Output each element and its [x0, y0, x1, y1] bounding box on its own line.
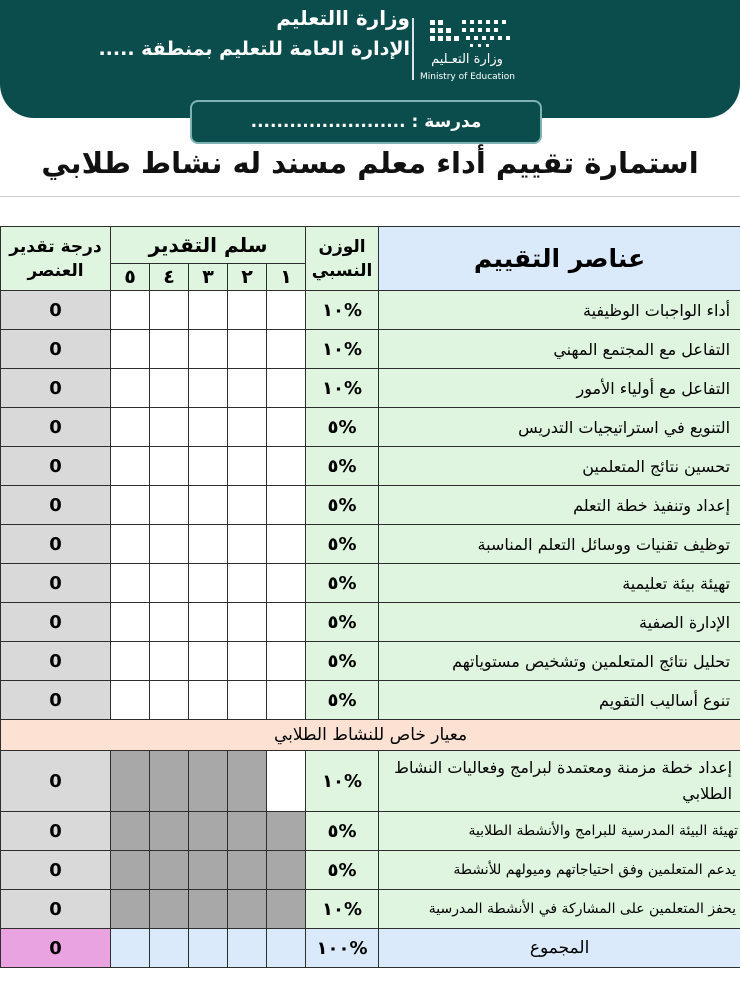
criterion-label: التفاعل مع أولياء الأمور	[379, 369, 740, 408]
grade-cell[interactable]: 0	[1, 525, 111, 564]
scale-cell[interactable]	[111, 525, 150, 564]
criterion-label: تنوع أساليب التقويم	[379, 681, 740, 720]
table-row	[1, 408, 740, 447]
scale-cell[interactable]	[111, 681, 150, 720]
grade-cell[interactable]: 0	[1, 291, 111, 330]
table-row	[1, 812, 740, 851]
scale-cell[interactable]	[267, 525, 306, 564]
weight-cell: %٥	[306, 408, 379, 447]
scale-cell[interactable]	[189, 564, 228, 603]
scale-cell[interactable]	[111, 603, 150, 642]
scale-column-header: سلم التقدير	[111, 227, 306, 264]
scale-cell[interactable]	[189, 603, 228, 642]
header-divider	[412, 18, 414, 80]
weight-cell: %١٠	[306, 890, 379, 929]
scale-cell[interactable]	[228, 486, 267, 525]
scale-cell[interactable]	[189, 929, 228, 968]
scale-cell[interactable]	[150, 812, 189, 851]
scale-cell[interactable]	[267, 330, 306, 369]
table-row	[1, 369, 740, 408]
scale-number-1: ١	[267, 264, 306, 291]
weight-cell: %٥	[306, 447, 379, 486]
scale-cell[interactable]	[111, 408, 150, 447]
scale-cell[interactable]	[267, 929, 306, 968]
scale-cell[interactable]	[111, 369, 150, 408]
scale-number-3: ٣	[189, 264, 228, 291]
total-weight-cell: %١٠٠	[306, 929, 379, 968]
scale-cell[interactable]	[228, 812, 267, 851]
scale-cell[interactable]	[267, 751, 306, 812]
scale-number-5: ٥	[111, 264, 150, 291]
weight-header-line2: النسبي	[311, 260, 373, 281]
scale-cell[interactable]	[189, 330, 228, 369]
scale-cell[interactable]	[228, 890, 267, 929]
criterion-label: تهيئة بيئة تعليمية	[379, 564, 740, 603]
dots-logo-icon	[422, 14, 516, 54]
weight-cell: %١٠	[306, 369, 379, 408]
criterion-label: يدعم المتعلمين وفق احتياجاتهم وميولهم للأنشطة	[379, 851, 740, 890]
grade-cell[interactable]: 0	[1, 890, 111, 929]
scale-cell[interactable]	[111, 642, 150, 681]
scale-cell[interactable]	[111, 447, 150, 486]
logo-english-text: Ministry of Education	[420, 72, 515, 82]
scale-cell[interactable]	[267, 369, 306, 408]
grade-cell[interactable]: 0	[1, 330, 111, 369]
total-grade-cell[interactable]: 0	[1, 929, 111, 968]
scale-cell[interactable]	[150, 851, 189, 890]
weight-cell: %٥	[306, 564, 379, 603]
scale-cell[interactable]	[111, 564, 150, 603]
scale-cell[interactable]	[228, 291, 267, 330]
section-row	[1, 720, 740, 751]
scale-cell[interactable]	[267, 642, 306, 681]
weight-cell: %٥	[306, 681, 379, 720]
weight-cell: %٥	[306, 525, 379, 564]
criterion-label: إعداد وتنفيذ خطة التعلم	[379, 486, 740, 525]
criterion-label: يحفز المتعلمين على المشاركة في الأنشطة المدرسية	[379, 890, 740, 929]
table-row	[1, 564, 740, 603]
scale-cell[interactable]	[228, 851, 267, 890]
scale-number-2: ٢	[228, 264, 267, 291]
table-row	[1, 751, 740, 812]
scale-cell[interactable]	[228, 408, 267, 447]
scale-cell[interactable]	[189, 486, 228, 525]
grade-cell[interactable]: 0	[1, 564, 111, 603]
scale-cell[interactable]	[228, 603, 267, 642]
criterion-label: تهيئة البيئة المدرسية للبرامج والأنشطة الطلابية	[379, 812, 740, 851]
ministry-name: وزارة االتعليم	[276, 6, 410, 30]
table-row	[1, 603, 740, 642]
scale-cell[interactable]	[267, 681, 306, 720]
scale-cell[interactable]	[189, 408, 228, 447]
grade-cell[interactable]: 0	[1, 486, 111, 525]
total-label: المجموع	[379, 929, 740, 968]
scale-cell[interactable]	[228, 929, 267, 968]
criterion-label: التنويع في استراتيجيات التدريس	[379, 408, 740, 447]
page-divider	[0, 196, 740, 197]
grade-cell[interactable]: 0	[1, 408, 111, 447]
scale-cell[interactable]	[111, 812, 150, 851]
scale-cell[interactable]	[150, 291, 189, 330]
scale-cell[interactable]	[228, 369, 267, 408]
scale-cell[interactable]	[189, 851, 228, 890]
grade-cell[interactable]: 0	[1, 751, 111, 812]
scale-cell[interactable]	[189, 890, 228, 929]
table-row	[1, 525, 740, 564]
table-row	[1, 486, 740, 525]
criterion-label: الإدارة الصفية	[379, 603, 740, 642]
table-row	[1, 447, 740, 486]
weight-cell: %٥	[306, 642, 379, 681]
scale-cell[interactable]	[267, 486, 306, 525]
scale-cell[interactable]	[150, 330, 189, 369]
criterion-label: إعداد خطة مزمنة ومعتمدة لبرامج وفعاليات النشاط الطلابي	[379, 751, 740, 812]
table-row	[1, 330, 740, 369]
scale-cell[interactable]	[111, 291, 150, 330]
weight-cell: %٥	[306, 851, 379, 890]
weight-cell: %٥	[306, 486, 379, 525]
scale-cell[interactable]	[228, 642, 267, 681]
scale-cell[interactable]	[150, 564, 189, 603]
scale-cell[interactable]	[189, 751, 228, 812]
grade-cell[interactable]: 0	[1, 681, 111, 720]
weight-header-line1: الوزن	[318, 236, 366, 257]
total-row	[1, 929, 740, 968]
scale-cell[interactable]	[189, 291, 228, 330]
scale-cell[interactable]	[150, 929, 189, 968]
scale-number-4: ٤	[150, 264, 189, 291]
weight-cell: %١٠	[306, 330, 379, 369]
ministry-logo	[420, 14, 520, 86]
scale-cell[interactable]	[267, 812, 306, 851]
scale-cell[interactable]	[150, 447, 189, 486]
grade-header-line1: درجة تقدير	[9, 236, 102, 257]
scale-cell[interactable]	[150, 408, 189, 447]
school-name-field: مدرسة : ........................	[190, 100, 542, 144]
scale-cell[interactable]	[189, 681, 228, 720]
scale-cell[interactable]	[111, 890, 150, 929]
scale-cell[interactable]	[150, 369, 189, 408]
scale-cell[interactable]	[189, 525, 228, 564]
grade-cell[interactable]: 0	[1, 603, 111, 642]
form-title: استمارة تقييم أداء معلم مسند له نشاط طلابي	[41, 146, 699, 180]
weight-cell: %١٠	[306, 751, 379, 812]
grade-cell[interactable]: 0	[1, 851, 111, 890]
items-column-header: عناصر التقييم	[379, 227, 740, 291]
grade-header-line2: العنصر	[27, 260, 84, 281]
scale-cell[interactable]	[150, 603, 189, 642]
scale-cell[interactable]	[150, 486, 189, 525]
scale-cell[interactable]	[150, 642, 189, 681]
scale-cell[interactable]	[111, 851, 150, 890]
grade-cell[interactable]: 0	[1, 642, 111, 681]
table-row	[1, 642, 740, 681]
table-row	[1, 291, 740, 330]
table-row	[1, 890, 740, 929]
grade-column-header	[1, 227, 111, 291]
scale-cell[interactable]	[267, 564, 306, 603]
scale-cell[interactable]	[228, 447, 267, 486]
scale-cell[interactable]	[111, 751, 150, 812]
table-row	[1, 851, 740, 890]
scale-cell[interactable]	[189, 812, 228, 851]
evaluation-table	[0, 226, 740, 968]
scale-cell[interactable]	[267, 291, 306, 330]
criterion-label: التفاعل مع المجتمع المهني	[379, 330, 740, 369]
criterion-label: أداء الواجبات الوظيفية	[379, 291, 740, 330]
logo-arabic-text: وزارة التعـليم	[431, 52, 503, 67]
grade-cell[interactable]: 0	[1, 812, 111, 851]
grade-cell[interactable]: 0	[1, 447, 111, 486]
activity-section-title: معيار خاص للنشاط الطلابي	[1, 720, 740, 751]
scale-cell[interactable]	[267, 603, 306, 642]
scale-cell[interactable]	[111, 929, 150, 968]
criterion-label: تحليل نتائج المتعلمين وتشخيص مستوياتهم	[379, 642, 740, 681]
scale-cell[interactable]	[228, 330, 267, 369]
scale-cell[interactable]	[150, 525, 189, 564]
weight-cell: %١٠	[306, 291, 379, 330]
scale-cell[interactable]	[150, 890, 189, 929]
scale-cell[interactable]	[189, 642, 228, 681]
scale-cell[interactable]	[267, 447, 306, 486]
administration-name: الإدارة العامة للتعليم بمنطقة .....	[98, 38, 410, 60]
weight-cell: %٥	[306, 603, 379, 642]
scale-cell[interactable]	[228, 681, 267, 720]
scale-cell[interactable]	[267, 890, 306, 929]
criterion-label: توظيف تقنيات ووسائل التعلم المناسبة	[379, 525, 740, 564]
scale-cell[interactable]	[150, 681, 189, 720]
scale-cell[interactable]	[111, 486, 150, 525]
scale-cell[interactable]	[111, 330, 150, 369]
table-row	[1, 681, 740, 720]
scale-cell[interactable]	[228, 751, 267, 812]
scale-cell[interactable]	[150, 751, 189, 812]
grade-cell[interactable]: 0	[1, 369, 111, 408]
scale-cell[interactable]	[189, 369, 228, 408]
scale-cell[interactable]	[189, 447, 228, 486]
scale-cell[interactable]	[228, 564, 267, 603]
scale-cell[interactable]	[228, 525, 267, 564]
scale-cell[interactable]	[267, 408, 306, 447]
criterion-label: تحسين نتائج المتعلمين	[379, 447, 740, 486]
weight-cell: %٥	[306, 812, 379, 851]
scale-cell[interactable]	[267, 851, 306, 890]
weight-column-header	[306, 227, 379, 291]
